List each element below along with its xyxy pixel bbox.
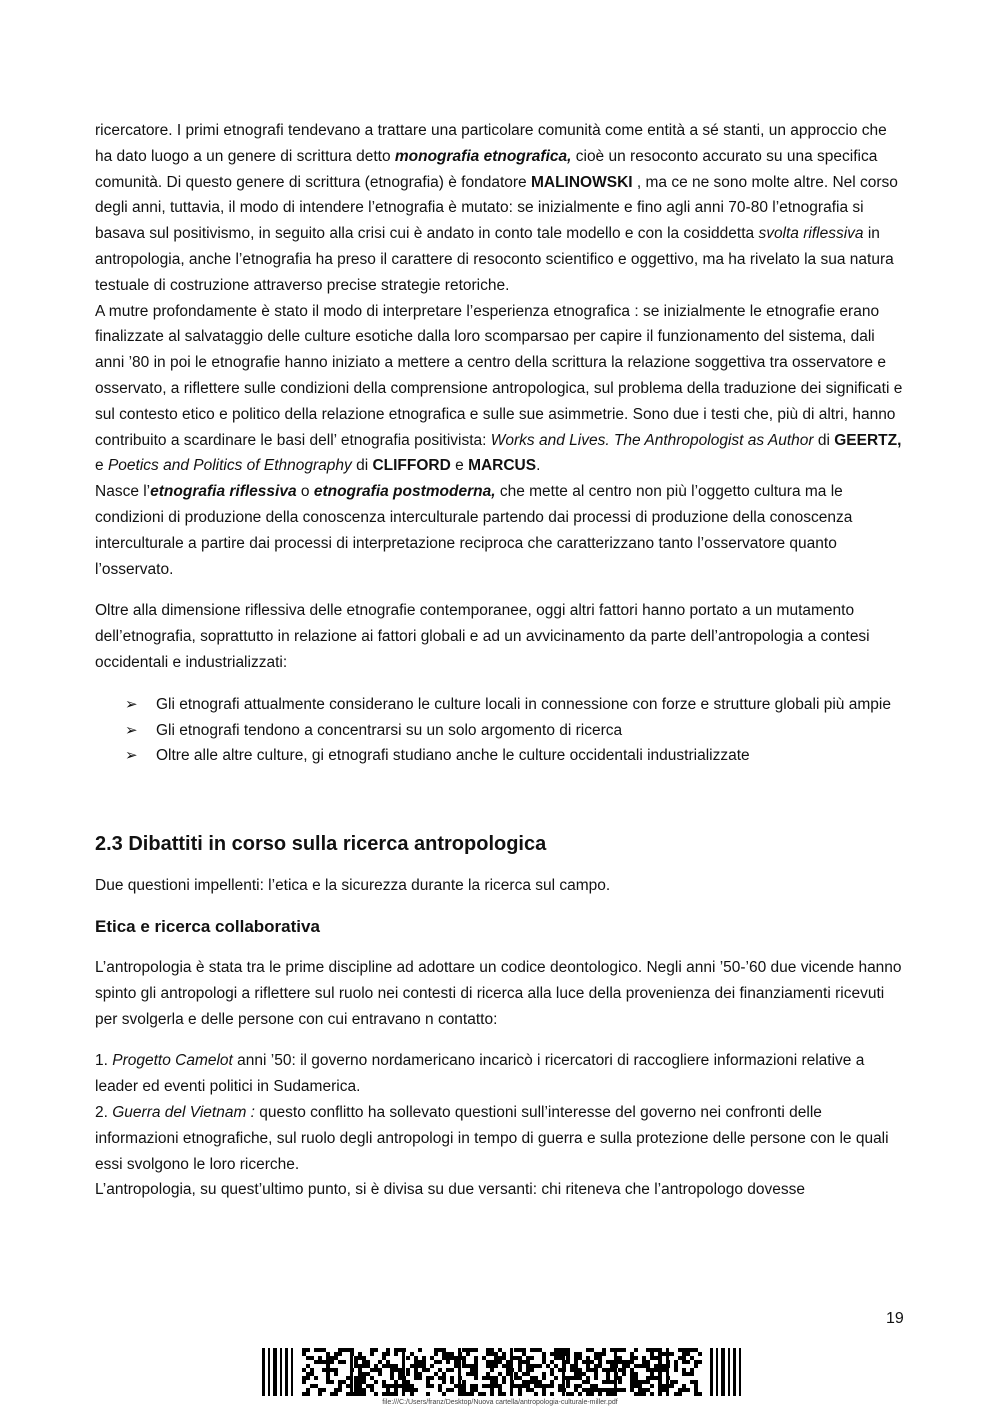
- subheading: Etica e ricerca collaborativa: [95, 916, 320, 936]
- barcode-icon: [262, 1348, 742, 1396]
- paragraph-3: Nasce l’etnografia riflessiva o etnografia postmoderna, che mette al centro non più l’oggetto cultura ma le condizioni di produzione della conoscenza interculturale partendo dai processi di produzione della conoscenza interculturale a partire dai processi di interpretazione reciproca che caratterizzano tanto l’osservatore quanto l’osservato.: [95, 483, 853, 578]
- paragraph-6: L’antropologia è stata tra le prime discipline ad adottare un codice deontologico. Negli anni ’50-’60 due vicende hanno spinto gli antropologi a riflettere sul ruolo nei contesti di ricerca alla luce della provenienza dei finanziamenti ricevuti per svolgerla e delle persone con cui entravano n contatto:: [95, 958, 902, 1028]
- paragraph-7: 1. Progetto Camelot anni ’50: il governo nordamericano incaricò i ricercatori di raccogliere informazioni relative a leader ed eventi politici in Sudamerica.: [95, 1052, 865, 1096]
- arrow-bullet-icon: ➢: [125, 747, 138, 765]
- paragraph-9: L’antropologia, su quest’ultimo punto, si è divisa su due versanti: chi riteneva che l’antropologo dovesse: [95, 1181, 805, 1199]
- list-item: ➢ Oltre alle altre culture, gi etnografi studiano anche le culture occidentali industrializzate: [125, 743, 905, 769]
- section-heading: 2.3 Dibattiti in corso sulla ricerca antropologica: [95, 833, 547, 856]
- paragraph-1: ricercatore. I primi etnografi tendevano a trattare una particolare comunità come entità a sé stanti, un approccio che ha dato luogo a un genere di scrittura detto monografia etnografica, cioè un resoconto accurato su una specifica comunità. Di questo genere di scrittura (etnografia) è fondatore MALINOWSKI , ma ce ne sono molte altre. Nel corso degli anni, tuttavia, il modo di intendere l’etnografia è mutato: se inizialmente e fino agli anni 70-80 l’etnografia si basava sul positivismo, in seguito alla crisi cui è andato in conto tale modello e con la cosiddetta svolta riflessiva in antropologia, anche l’etnografia ha preso il carattere di resoconto scientifico e oggettivo, ma ha rivelato la sua natura testuale di costruzione attraverso precise strategie retoriche.: [95, 122, 898, 294]
- document-body: [95, 118, 905, 1203]
- arrow-bullet-icon: ➢: [125, 721, 138, 739]
- list-item: ➢ Gli etnografi attualmente considerano le culture locali in connessione con forze e strutture globali più ampie: [125, 692, 905, 718]
- paragraph-4: Oltre alla dimensione riflessiva delle etnografie contemporanee, oggi altri fattori hanno portato a un mutamento dell’etnografia, soprattutto in relazione ai fattori globali e ad un avvicinamento da parte dell’antropologia a contesi occidentali e industrializzati:: [95, 602, 870, 671]
- arrow-bullet-icon: ➢: [125, 695, 138, 713]
- paragraph-5: Due questioni impellenti: l’etica e la sicurezza durante la ricerca sul campo.: [95, 877, 611, 895]
- list-item: ➢ Gli etnografi tendono a concentrarsi su un solo argomento di ricerca: [125, 718, 905, 744]
- bullet-list: [125, 692, 905, 769]
- file-path: file:///C:/Users/franz/Desktop/Nuova cartella/antropologia-culturale-miller.pdf: [382, 1399, 618, 1406]
- paragraph-8: 2. Guerra del Vietnam : questo conflitto ha sollevato questioni sull’interesse del governo nei confronti delle informazioni etnografiche, sul ruolo degli antropologi in tempo di guerra e sulla protezione delle persone con le quali essi svolgono le loro ricerche.: [95, 1103, 889, 1173]
- paragraph-2: A mutre profondamente è stato il modo di interpretare l’esperienza etnografica : se inizialmente le etnografie erano finalizzate al salvataggio delle culture esotiche dalla loro scomparsao per capire il funzionamento del sistema, dali anni ’80 in poi le etnografie hanno iniziato a mettere a centro della scrittura la relazione soggettiva tra osservatore e osservato, a riflettere sulle condizioni della comprensione antropologica, sul problema della traduzione dei significati e sul contesto etico e politico della relazione etnografica e sulle sue asimmetrie. Sono due i testi che, più di altri, hanno contribuito a scardinare le basi dell’ etnografia positivista: Works and Lives. The Anthropologist as Author di GEERTZ, e Poetics and Politics of Ethnography di CLIFFORD e MARCUS.: [95, 302, 903, 475]
- page-number: 19: [886, 1310, 904, 1327]
